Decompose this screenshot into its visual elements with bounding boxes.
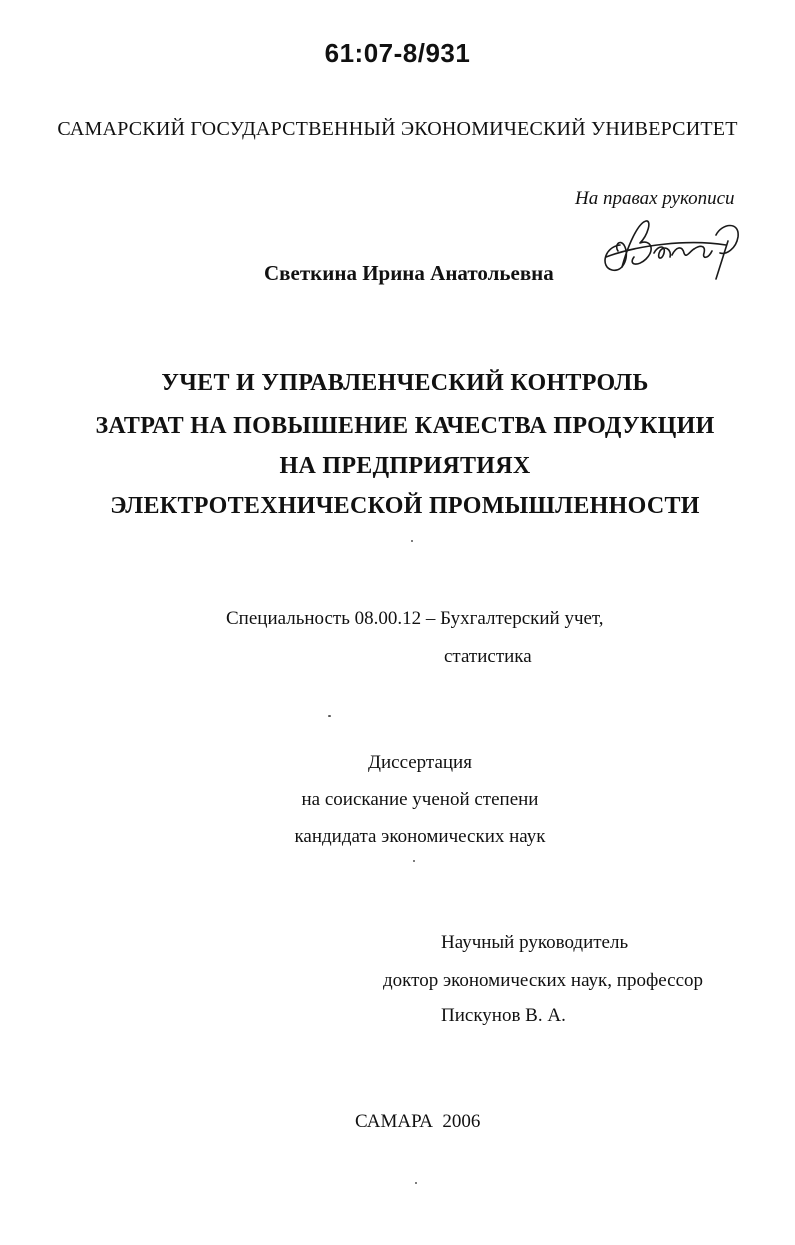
city-year: САМАРА 2006 [355,1111,481,1132]
scan-speck [328,715,331,717]
scan-speck [413,860,415,862]
manuscript-rights-note: На правах рукописи [575,188,735,209]
specialty-line-continued: статистика [444,646,532,667]
degree-field: кандидата экономических наук [294,826,546,847]
thesis-title-line: НА ПРЕДПРИЯТИЯХ [279,453,531,479]
scan-speck [411,540,413,542]
handwritten-signature [598,215,748,285]
degree-type: Диссертация [368,752,472,773]
supervisor-role: Научный руководитель [441,932,629,953]
thesis-title-line: УЧЕТ И УПРАВЛЕНЧЕСКИЙ КОНТРОЛЬ [161,370,649,396]
university-name: САМАРСКИЙ ГОСУДАРСТВЕННЫЙ ЭКОНОМИЧЕСКИЙ УНИВЕРСИТЕТ [57,118,738,140]
thesis-title-line: ЭЛЕКТРОТЕХНИЧЕСКОЙ ПРОМЫШЛЕННОСТИ [110,493,700,519]
specialty-line: Специальность 08.00.12 – Бухгалтерский учет, [226,608,604,629]
author-name: Светкина Ирина Анатольевна [264,261,554,285]
supervisor-credentials: доктор экономических наук, профессор [383,970,704,991]
degree-purpose: на соискание ученой степени [301,789,539,810]
thesis-title-line: ЗАТРАТ НА ПОВЫШЕНИЕ КАЧЕСТВА ПРОДУКЦИИ [95,413,715,439]
scan-speck [415,1182,417,1184]
supervisor-name: Пискунов В. А. [441,1005,566,1026]
catalog-number: 61:07-8/931 [324,38,471,68]
